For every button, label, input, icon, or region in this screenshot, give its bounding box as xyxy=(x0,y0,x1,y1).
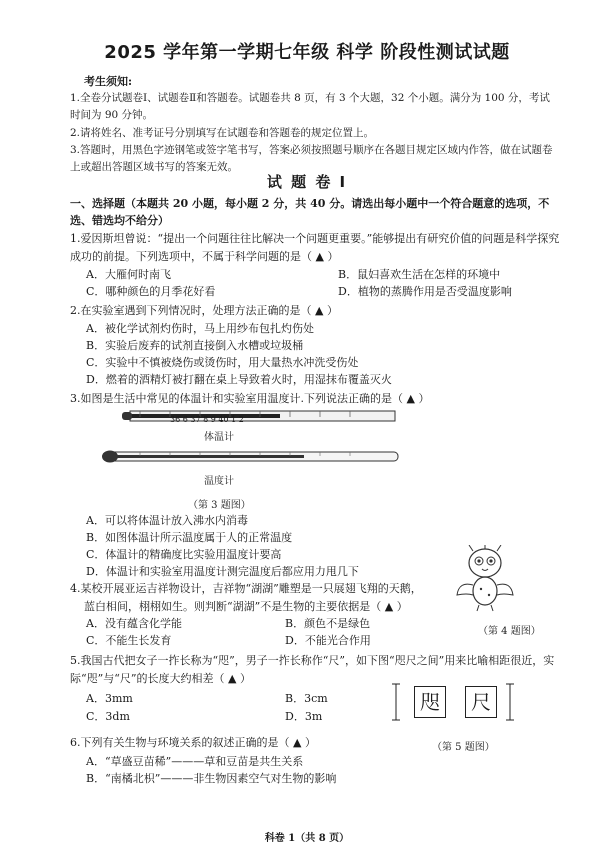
q3-option-d: D．体温计和实验室用温度计测完温度后都应用力甩几下 xyxy=(86,565,359,578)
question-5-stem: 5.我国古代把女子一拃长称为“咫”，男子一拃长称作“尺”，如下图“咫尺之间”用来比喻相距很近，实际“咫”与“尺”的长度大约相差（ ▲ ） xyxy=(70,654,555,685)
section-title: 试 题 卷 Ⅰ xyxy=(266,173,348,191)
lab-thermometer xyxy=(102,451,398,463)
q4-option-c: C．不能生长发育 xyxy=(86,634,172,647)
question-3-stem: 3.如图是生活中常见的体温计和实验室用温度计.下列说法正确的是（ ▲ ） xyxy=(70,392,430,405)
q6-option-a: A．“草盛豆苗稀”———草和豆苗是共生关系 xyxy=(86,755,304,768)
q4-option-d: D．不能光合作用 xyxy=(285,634,371,647)
q2-option-d: D．燃着的酒精灯被打翻在桌上导致着火时，用湿抹布覆盖灭火 xyxy=(86,373,392,386)
q5-option-d: D．3m xyxy=(285,710,323,723)
clinical-thermometer-label: 体温计 xyxy=(204,432,234,443)
q2-option-c: C．实验中不慎被烧伤或烫伤时，用大量热水冲洗受伤处 xyxy=(86,356,359,369)
zhi-chi-figure-frame xyxy=(390,680,520,728)
q3-option-c: C．体温计的精确度比实验用温度计要高 xyxy=(86,548,282,561)
q2-option-b: B．实验后废弃的试剂直接倒入水槽或垃圾桶 xyxy=(86,339,304,352)
question-4-stem-line1: 4.某校开展亚运吉祥物设计，吉祥物“湖湖”雕塑是一只展翅飞翔的天鹅， xyxy=(70,582,422,595)
q1-option-b: B．鼠妇喜欢生活在怎样的环境中 xyxy=(338,268,501,281)
clinical-thermometer xyxy=(122,411,395,421)
figure-5-caption: （第 5 题图） xyxy=(432,742,495,753)
notice-item-3: 3.答题时，用黑色字迹钢笔或签字笔书写，答案必须按照题号顺序在各题目规定区域内作答，做在试题卷上或超出答题区域书写的答案无效。 xyxy=(70,144,553,173)
section-heading: 一、选择题（本题共 20 小题，每小题 2 分，共 40 分。请选出每小题中一个符合题意的选项，不选、错选均不给分） xyxy=(70,197,550,227)
question-6-stem: 6.下列有关生物与环境关系的叙述正确的是（ ▲ ） xyxy=(70,736,316,749)
q6-option-b: B．“南橘北枳”———非生物因素空气对生物的影响 xyxy=(86,772,337,785)
page-footer: 科卷 1（共 8 页） xyxy=(264,833,350,844)
q2-option-a: A．被化学试剂灼伤时，马上用纱布包扎灼伤处 xyxy=(86,322,314,335)
figure-3-caption: （第 3 题图） xyxy=(188,500,251,511)
question-4-stem-line2: 蓝白相间，栩栩如生。则判断“湖湖”不是生物的主要依据是（ ▲ ） xyxy=(84,600,408,613)
q4-option-a: A．没有蕴含化学能 xyxy=(86,617,182,630)
notice-heading: 考生须知: xyxy=(84,75,133,88)
q1-option-a: A．大雁何时南飞 xyxy=(86,268,171,281)
mascot-hu-hu-figure xyxy=(445,545,525,615)
q1-option-d: D．植物的蒸腾作用是否受温度影响 xyxy=(338,285,512,298)
q3-option-a: A．可以将体温计放入沸水内消毒 xyxy=(86,514,248,527)
thermometer-scale-labels: 36 6 37 8 9 40 1 2 xyxy=(170,415,244,424)
chi-character-box: 尺 xyxy=(465,686,497,718)
q1-option-c: C．哪种颜色的月季花好看 xyxy=(86,285,216,298)
q5-option-b: B．3cm xyxy=(285,692,328,705)
q4-option-b: B．颜色不是绿色 xyxy=(285,617,371,630)
figure-4-caption: （第 4 题图） xyxy=(478,626,541,637)
notice-item-2: 2.请将姓名、准考证号分别填写在试题卷和答题卷的规定位置上。 xyxy=(70,127,375,139)
question-1-stem: 1.爱因斯坦曾说：“提出一个问题往往比解决一个问题更重要。”能够提出有研究价值的问题是科学探究成功的前提。下列选项中，不属于科学问题的是（ ▲ ） xyxy=(70,232,560,263)
q5-option-a: A．3mm xyxy=(86,692,133,705)
lab-thermometer-label: 温度计 xyxy=(204,476,234,487)
zhi-character-box: 咫 xyxy=(414,686,446,718)
swan-mascot-icon xyxy=(457,545,513,611)
notice-item-1: 1.全卷分试题卷Ⅰ、试题卷Ⅱ和答题卷。试题卷共 8 页，有 3 个大题，32 个小题。满分为 100 分，考试时间为 90 分钟。 xyxy=(70,92,550,121)
thermometer-figure xyxy=(100,400,420,500)
q3-option-b: B．如图体温计所示温度属于人的正常温度 xyxy=(86,531,293,544)
page-title: 2025 学年第一学期七年级 科学 阶段性测试试题 xyxy=(104,42,510,63)
q5-option-c: C．3dm xyxy=(86,710,130,723)
question-2-stem: 2.在实验室遇到下列情况时，处理方法正确的是（ ▲ ） xyxy=(70,304,338,317)
